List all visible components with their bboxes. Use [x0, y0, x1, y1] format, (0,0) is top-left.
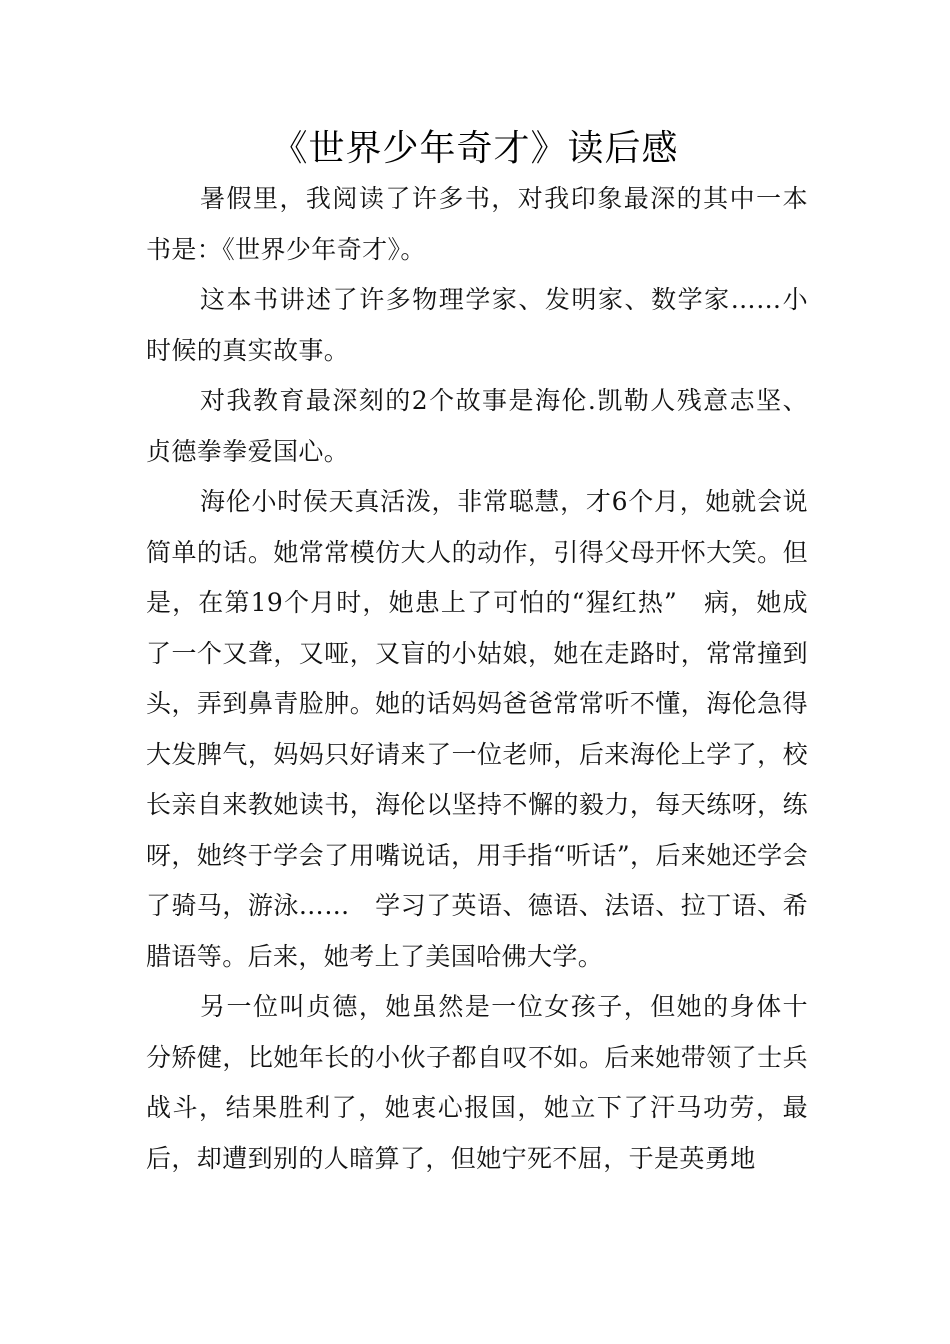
paragraph-two-stories: 对我教育最深刻的2个故事是海伦.凯勒人残意志坚、贞德拳拳爱国心。: [146, 386, 808, 466]
document-body: [146, 174, 808, 1184]
paragraph-joan-of-arc: 另一位叫贞德，她虽然是一位女孩子，但她的身体十分矫健，比她年长的小伙子都自叹不如。后来她带领了士兵战斗，结果胜利了，她衷心报国，她立下了汗马功劳，最后，却遭到别的人暗算了，但她宁死不屈，于是英勇地: [146, 992, 808, 1173]
document-title: 《世界少年奇才》读后感: [271, 128, 679, 169]
paragraph-helen-keller: 海伦小时侯天真活泼，非常聪慧，才6个月，她就会说简单的话。她常常模仿大人的动作，引得父母开怀大笑。但是，在第19个月时，她患上了可怕的“猩红热” 病，她成了一个又聋，又哑，又盲的小姑娘，她在走路时，常常撞到头，弄到鼻青脸肿。她的话妈妈爸爸常常听不懂，海伦急得大发脾气，妈妈只好请来了一位老师，后来海伦上学了，校长亲自来教她读书，海伦以坚持不懈的毅力，每天练呀，练呀，她终于学会了用嘴说话，用手指“听话”，后来她还学会了骑马，游泳…… 学习了英语、德语、法语、拉丁语、希腊语等。后来，她考上了美国哈佛大学。: [146, 487, 808, 971]
paragraph-book-summary: 这本书讲述了许多物理学家、发明家、数学家……小时候的真实故事。: [146, 285, 808, 365]
paragraph-intro: 暑假里，我阅读了许多书，对我印象最深的其中一本书是：《世界少年奇才》。: [146, 184, 808, 264]
